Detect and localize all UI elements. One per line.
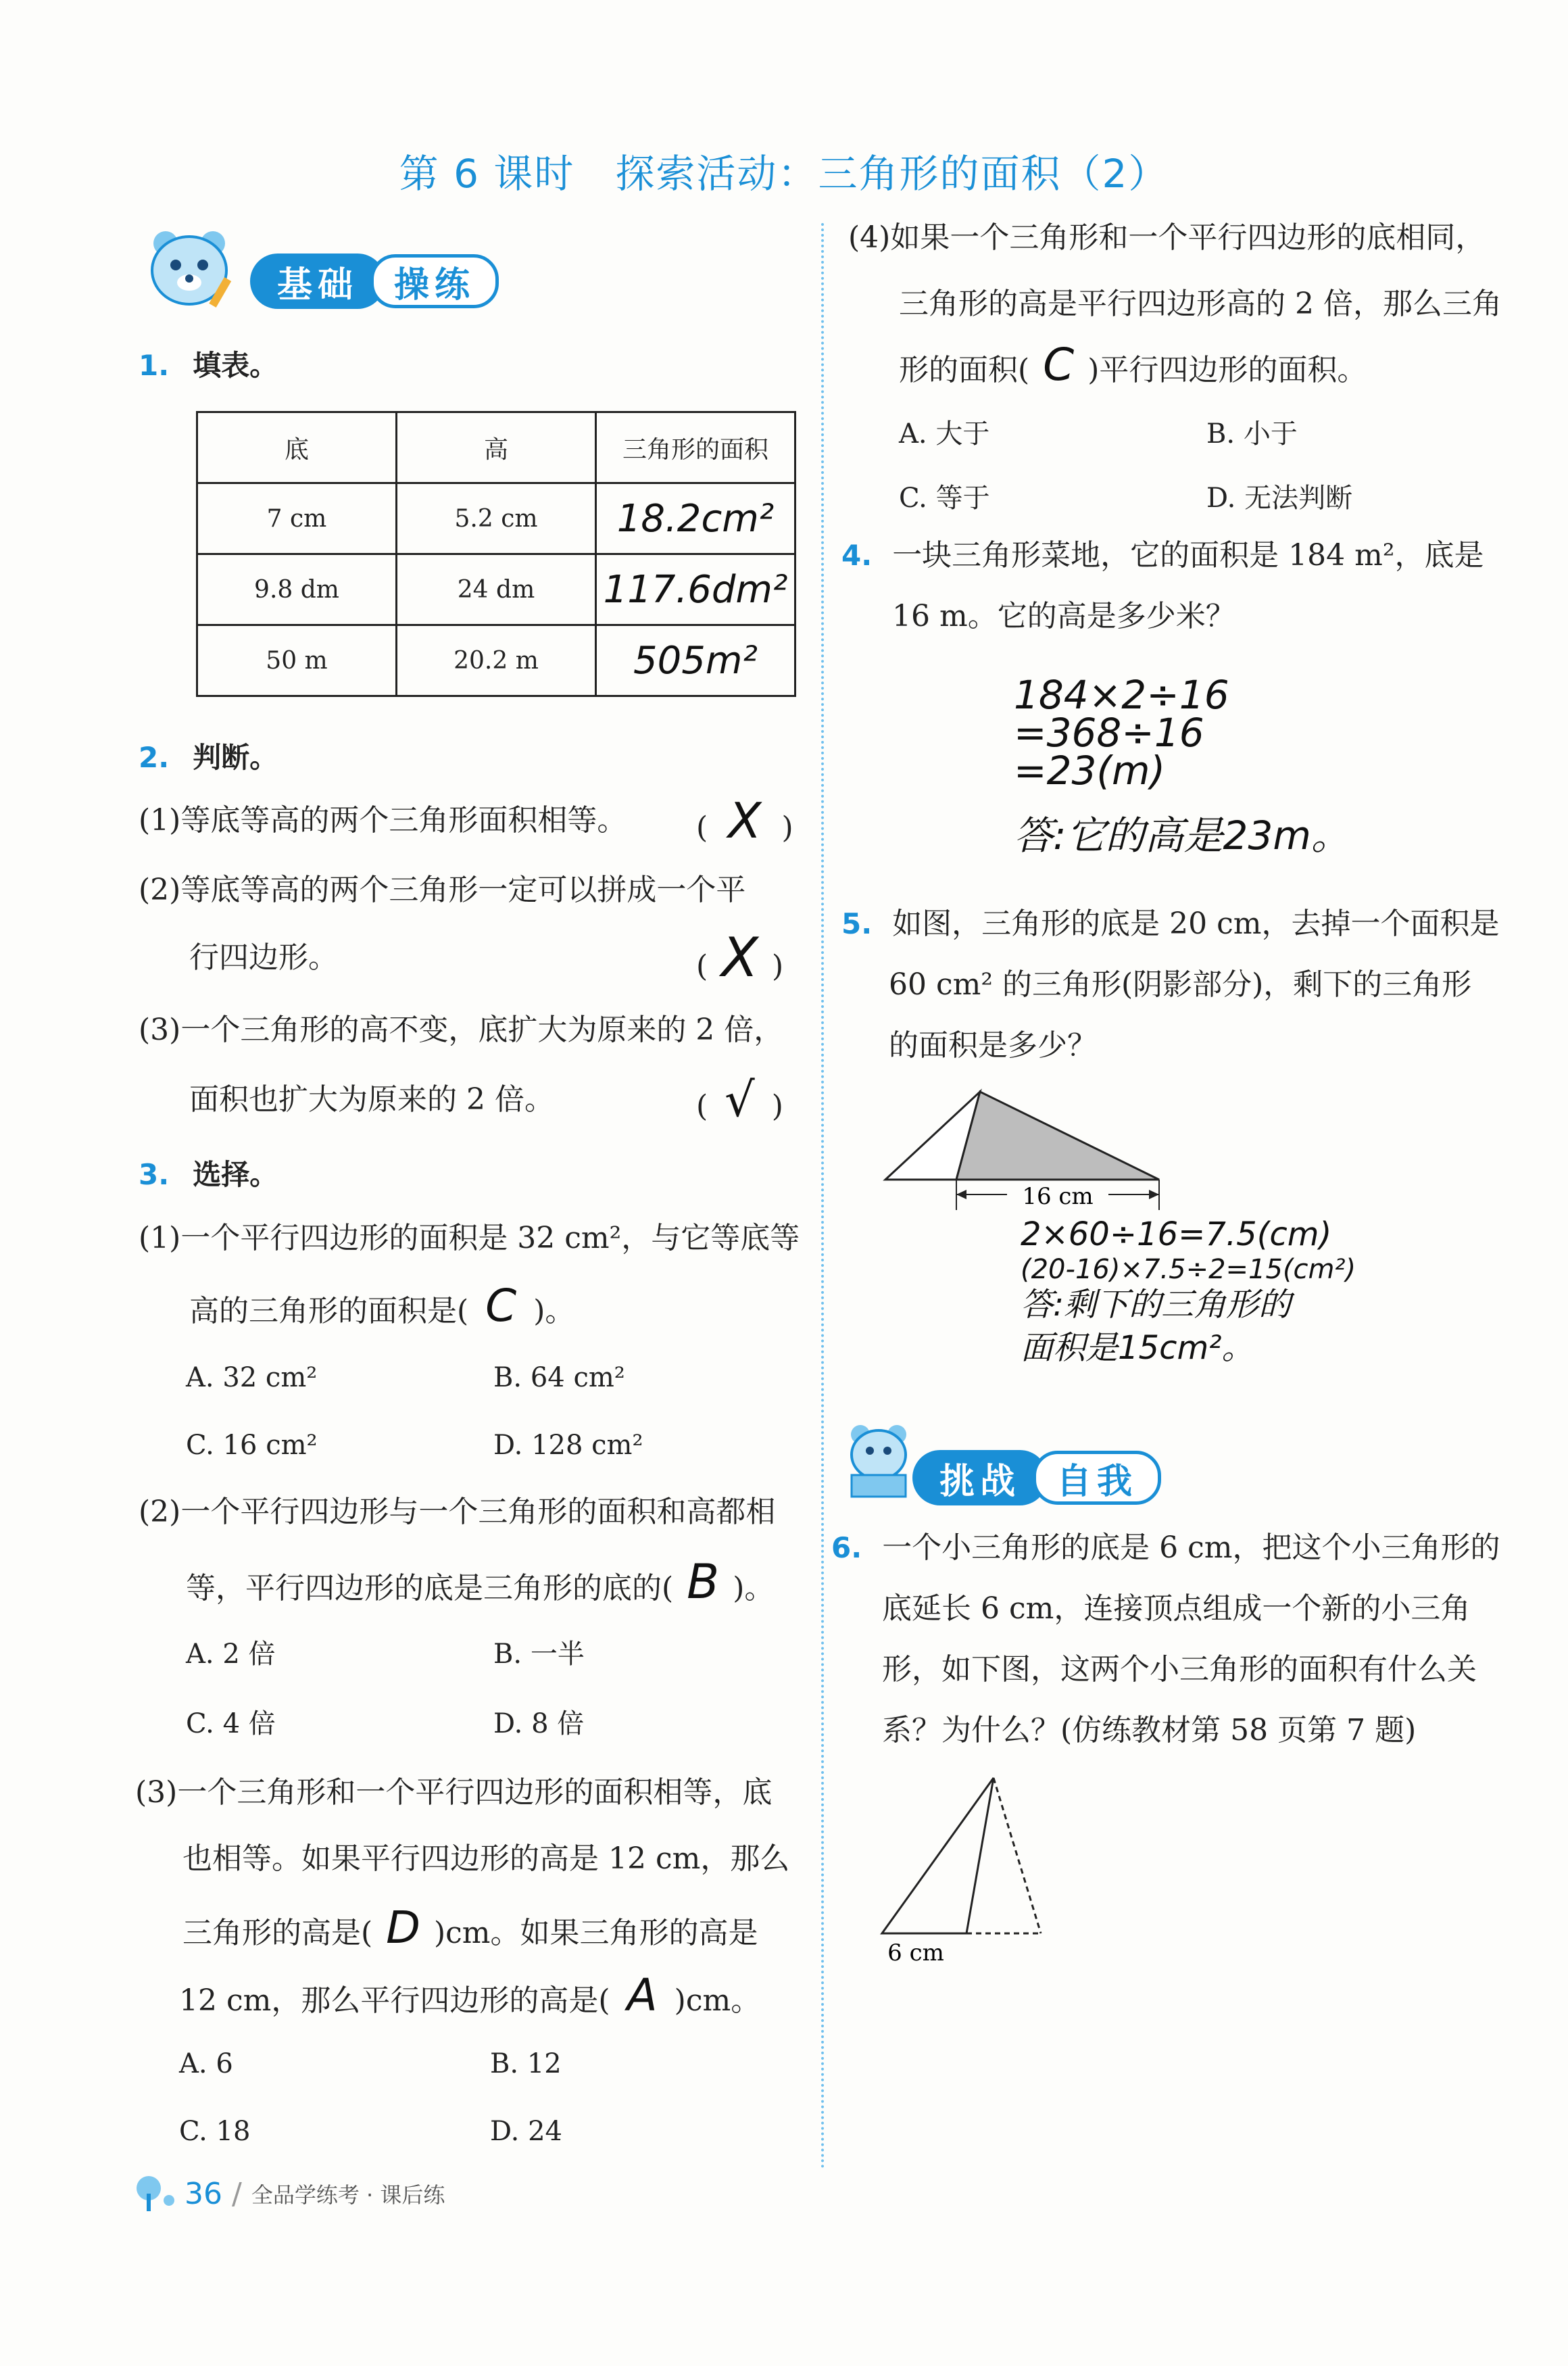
table-header: 三角形的面积 [596,412,795,483]
option-d: D. 128 cm² [493,1430,643,1461]
table-cell: 20.2 m [397,625,596,696]
answer-bracket [696,926,784,989]
judge-item-2: (2)等底等高的两个三角形一定可以拼成一个平 [139,873,746,907]
choice-3-stem-cont [182,1902,758,1954]
handwritten-answer: A [627,1969,658,2021]
work-line: 答:它的高是23m。 [1014,813,1350,859]
question-number: 5. [841,907,873,940]
handwritten-answer: 505m² [596,625,795,696]
page-number: 36 [185,2176,222,2211]
bracket-open: ( [696,949,708,984]
figure-label: 6 cm [887,1939,944,1966]
judge-item-3-cont: 面积也扩大为原来的 2 倍。 [189,1082,554,1117]
question-text: 60 cm² 的三角形(阴影部分)，剩下的三角形 [889,967,1472,1002]
question-6 [831,1530,1500,1565]
question-1-heading [139,343,278,384]
figure-label: 16 cm [1022,1183,1094,1210]
table-row [197,625,795,696]
choice-3-stem-cont: 也相等。如果平行四边形的高是 12 cm，那么 [182,1841,790,1876]
lesson-topic: 探索活动：三角形的面积（2） [615,151,1169,197]
question-text: 一块三角形菜地，它的面积是 184 m²，底是 [892,538,1484,573]
table-cell: 50 m [197,625,397,696]
stem-text: )平行四边形的面积。 [1087,353,1367,387]
handwritten-work [1021,1217,1356,1366]
option-c: C. 16 cm² [186,1430,318,1461]
bracket-close: ) [771,949,784,984]
option-a: A. 32 cm² [186,1362,318,1393]
stem-text: )cm。如果三角形的高是 [434,1916,758,1950]
section-label-b: 操练 [370,254,499,308]
question-text: 系？为什么？(仿练教材第 58 页第 7 题) [882,1713,1417,1747]
handwritten-answer: B [687,1554,720,1610]
question-text: 一个小三角形的底是 6 cm，把这个小三角形的 [882,1530,1500,1565]
section-label-a: 基础 [250,254,385,309]
handwritten-answer: X [728,792,762,849]
page-title [0,142,1568,199]
table-header: 高 [397,412,596,483]
table-cell: 5.2 cm [397,483,596,554]
stem-text: 12 cm，那么平行四边形的高是( [179,1983,610,2018]
table-header-row [197,412,795,483]
option-b: B. 12 [490,2048,562,2079]
section-label-a: 挑战 [912,1450,1048,1505]
option-d: D. 8 倍 [493,1708,585,1739]
small-triangle [882,1778,994,1933]
column-divider [821,223,824,2170]
table-header: 底 [197,412,397,483]
triangle-shaded-figure [879,1085,1176,1213]
stem-text: 等，平行四边形的底是三角形的底的( [186,1571,674,1606]
work-line: =368÷16 [1014,710,1204,756]
option-a: A. 2 倍 [186,1639,276,1670]
stem-text: 形的面积( [899,353,1030,387]
question-title: 选择。 [193,1158,278,1191]
table-row [197,554,795,625]
judge-item-3: (3)一个三角形的高不变，底扩大为原来的 2 倍， [139,1013,784,1047]
question-number: 2. [139,741,170,774]
question-text: 底延长 6 cm，连接顶点组成一个新的小三角 [882,1591,1471,1626]
handwritten-answer: X [721,926,758,989]
question-text: 如图，三角形的底是 20 cm，去掉一个面积是 [892,907,1500,941]
option-b: B. 一半 [493,1639,585,1670]
mascot-bear-icon [139,223,240,314]
table-cell: 9.8 dm [197,554,397,625]
choice-4-stem: (4)如果一个三角形和一个平行四边形的底相同， [848,220,1486,255]
work-line: 184×2÷16 [1014,672,1229,718]
option-d: D. 无法判断 [1206,483,1353,514]
question-title: 填表。 [193,349,278,382]
judge-item-2-cont: 行四边形。 [189,940,338,975]
choice-2-stem: (2)一个平行四边形与一个三角形的面积和高都相 [139,1495,776,1529]
question-4 [841,538,1484,573]
handwritten-answer: C [485,1280,517,1332]
choice-2-stem-cont [186,1554,775,1610]
option-b: B. 64 cm² [493,1362,625,1393]
option-c: C. 18 [179,2116,251,2147]
choice-1-stem-cont [189,1280,575,1332]
table-cell: 24 dm [397,554,596,625]
question-2-heading [139,735,278,776]
option-a: A. 大于 [899,418,990,450]
judge-item-1: (1)等底等高的两个三角形面积相等。 [139,803,627,838]
stem-text: )。 [733,1571,775,1606]
option-c: C. 等于 [899,483,990,514]
work-line: =23(m) [1014,748,1166,794]
question-number: 1. [139,349,170,382]
question-3-heading [139,1153,278,1193]
work-line: 2×60÷16=7.5(cm) [1021,1215,1332,1253]
handwritten-work [1014,672,1350,859]
question-number: 3. [139,1158,170,1191]
choice-1-stem: (1)一个平行四边形的面积是 32 cm²，与它等底等 [139,1221,800,1255]
bracket-close: ) [781,811,793,845]
page-footer: 36 / 全品学练考 · 课后练 [132,2173,445,2214]
answer-bracket [696,1072,783,1128]
stem-text: )。 [533,1294,575,1328]
work-line: (20-16)×7.5÷2=15(cm²) [1021,1254,1356,1285]
option-a: A. 6 [179,2048,233,2079]
question-text: 的面积是多少？ [889,1028,1097,1063]
section-basic-practice [250,254,499,309]
stem-text: )cm。 [674,1983,761,2018]
book-title: 全品学练考 · 课后练 [251,2182,445,2208]
handwritten-answer: D [386,1902,420,1954]
question-title: 判断。 [193,741,278,774]
work-line: 面积是15cm²。 [1021,1329,1254,1367]
section-label-b: 自我 [1033,1451,1161,1505]
triangle-extension-figure [872,1764,1075,1974]
work-line: 答:剩下的三角形的 [1021,1286,1292,1324]
area-table [196,411,796,697]
choice-3-stem: (3)一个三角形和一个平行四边形的面积相等，底 [135,1775,773,1810]
handwritten-answer: 18.2cm² [596,483,795,554]
question-number: 4. [841,539,873,572]
question-text: 16 m。它的高是多少米？ [892,599,1235,633]
handwritten-answer: 117.6dm² [596,554,795,625]
lesson-number: 第 6 课时 [399,151,575,197]
stem-text: 高的三角形的面积是( [189,1294,469,1328]
stem-text: 三角形的高是( [182,1916,373,1950]
question-5 [841,909,1500,939]
choice-4-stem-cont: 三角形的高是平行四边形高的 2 倍，那么三角 [899,287,1502,321]
tree-icon [132,2173,179,2214]
question-number: 6. [831,1531,862,1564]
answer-bracket [696,792,793,849]
section-challenge [912,1450,1161,1505]
table-cell: 7 cm [197,483,397,554]
option-b: B. 小于 [1206,418,1298,450]
mascot-reading-icon [841,1420,916,1503]
choice-3-stem-cont [179,1969,761,2021]
question-text: 形，如下图，这两个小三角形的面积有什么关 [882,1652,1477,1687]
option-d: D. 24 [490,2116,562,2147]
handwritten-answer: √ [725,1072,755,1128]
bracket-open: ( [696,811,708,845]
option-c: C. 4 倍 [186,1708,276,1739]
table-row [197,483,795,554]
bracket-open: ( [696,1089,708,1124]
bracket-close: ) [771,1089,783,1124]
choice-4-stem-cont [899,339,1367,391]
handwritten-answer: C [1043,339,1075,391]
shaded-triangle [956,1092,1159,1180]
